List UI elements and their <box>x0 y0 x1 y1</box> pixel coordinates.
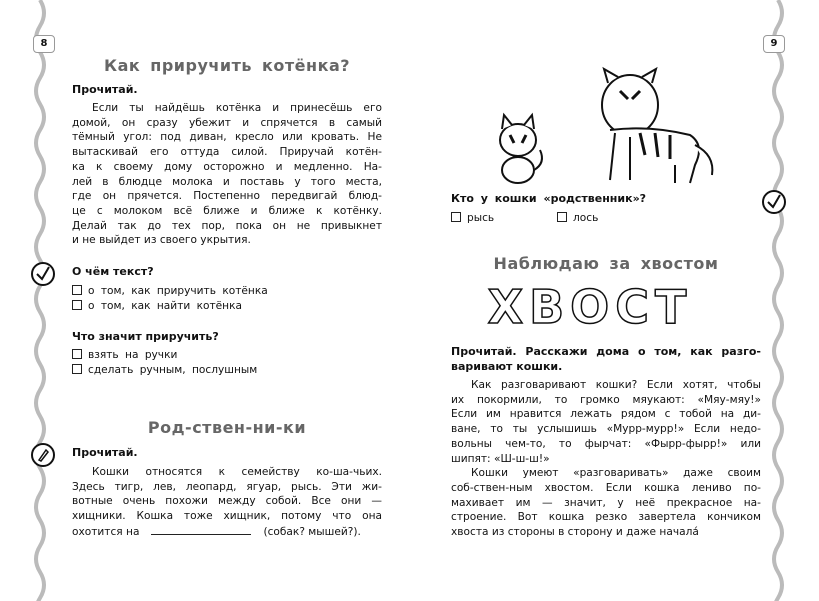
text-line: тёмный угол: под диван, кресло или кровать. Не <box>72 131 382 144</box>
tail-word-art: ХВОСТ <box>487 280 693 334</box>
fill-in-sentence: охотится на (собак? мышей?). <box>72 526 361 538</box>
answer-option[interactable]: лось <box>557 211 598 226</box>
checkbox[interactable] <box>72 300 82 310</box>
text-line: Если ты найдёшь котёнка и принесёшь его <box>92 102 382 114</box>
text-line: их покормили, то громко мяукают: «Мяу-мяу!» <box>451 393 761 406</box>
answer-option[interactable]: сделать ручным, послушным <box>72 363 257 378</box>
check-circle-icon <box>31 262 55 286</box>
answer-option[interactable]: рысь <box>451 211 494 226</box>
text-line: домой, он сразу убежит и спрячется в самый <box>72 116 382 129</box>
checkbox[interactable] <box>72 285 82 295</box>
instruction: Прочитай. <box>72 446 138 459</box>
text-line: где он прячется. Постепенно передвигай блюд- <box>72 190 382 203</box>
text-line: Кошки относятся к семейству ко-ша-чьих. <box>92 466 382 478</box>
text-line: хищники. Кошка тоже хищник, потому что она <box>72 510 382 523</box>
page-number: 9 <box>763 35 785 53</box>
section-title: Род-ствен-ни-ки <box>147 418 307 437</box>
text-line: вольны чем-то, то фырчат: «Фырр-фырр!» или <box>451 437 761 450</box>
page-title: Как приручить котёнка? <box>103 56 351 75</box>
answer-options <box>72 284 268 314</box>
text-line: ка к своему дому осторожно и медленно. На- <box>72 160 382 173</box>
text-line: соб-ствен-ным хвостом. Если кошка лениво по- <box>451 481 761 494</box>
answer-option[interactable]: взять на ручки <box>72 348 257 363</box>
text-line: Здесь тигр, лев, леопард, ягуар, рысь. Эти жи- <box>72 480 382 493</box>
text-line: Если им нравится лежать рядом с тобой на ди- <box>451 408 761 421</box>
question-heading: Кто у кошки «родственник»? <box>451 192 647 205</box>
text-line: хвоста из стороны в сторону и даже начала́ <box>451 526 699 539</box>
text-line: и не выйдет из своего укрытия. <box>72 234 251 247</box>
checkbox[interactable] <box>72 364 82 374</box>
reading-text <box>72 101 382 248</box>
check-circle-icon <box>762 190 786 214</box>
checkbox[interactable] <box>451 212 461 222</box>
text-line: ване, то ты услышишь «Мурр-мурр!» Если недо- <box>451 423 761 436</box>
reading-text <box>72 465 382 524</box>
text-line: Делай так до тех пор, пока он не привыкнет <box>72 219 382 232</box>
checkbox[interactable] <box>72 349 82 359</box>
text-line: махивает им — значит, у неё прекрасное на- <box>451 496 761 509</box>
text-line: строение. Вот кошка резко завертела кончиком <box>451 511 761 524</box>
text-line: шипят: «Ш-ш-ш!» <box>451 452 550 465</box>
answer-options <box>72 348 257 378</box>
question-heading: Что значит приручить? <box>72 330 219 343</box>
text-line: Как разговаривают кошки? Если хотят, чтобы <box>471 379 761 391</box>
answer-blank[interactable] <box>151 524 251 535</box>
text-line: вотные очень похожи между собой. Все они — <box>72 495 382 508</box>
instruction: Прочитай. Расскажи дома о том, как разго- варивают кошки. <box>451 345 761 373</box>
pencil-circle-icon <box>31 443 55 467</box>
answer-option[interactable]: о том, как найти котёнка <box>72 299 268 314</box>
text-line: це с молоком всё ближе и ближе к котёнку. <box>72 204 382 217</box>
kitten-and-tiger-illustration <box>480 55 720 185</box>
instruction: Прочитай. <box>72 83 138 96</box>
text-line: лей в блюдце молока и поставь у того места, <box>72 175 382 188</box>
question-heading: О чём текст? <box>72 265 154 278</box>
section-title: Наблюдаю за хвостом <box>493 254 719 273</box>
answer-option[interactable]: о том, как приручить котёнка <box>72 284 268 299</box>
page-number: 8 <box>33 35 55 53</box>
checkbox[interactable] <box>557 212 567 222</box>
text-line: вытаскивай его оттуда силой. Приручай котён- <box>72 146 382 159</box>
text-line: Кошки умеют «разговаривать» даже своим <box>471 467 761 480</box>
reading-text <box>451 378 761 540</box>
